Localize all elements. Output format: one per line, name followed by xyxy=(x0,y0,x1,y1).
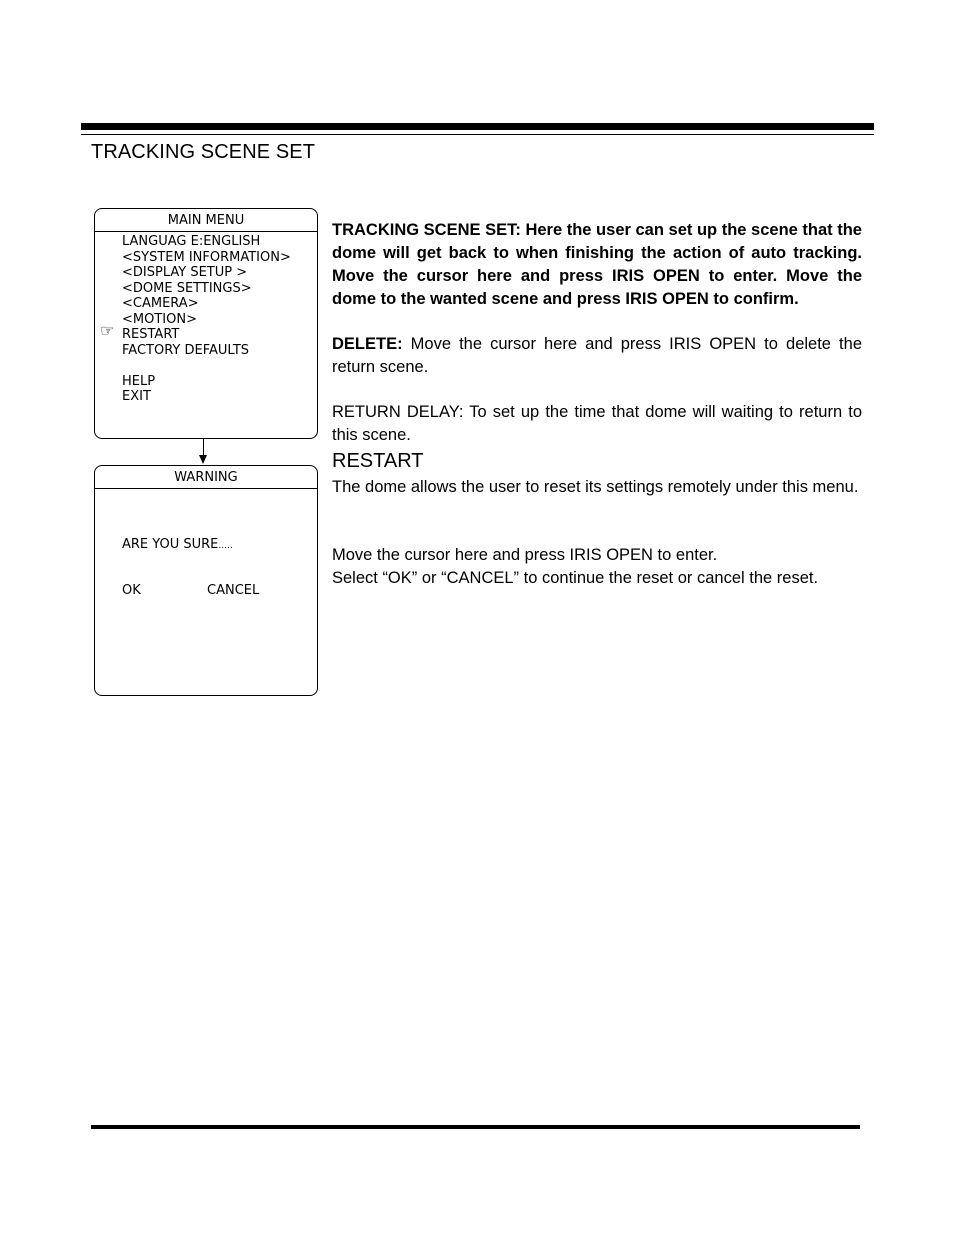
warning-ok-option: OK xyxy=(122,583,141,598)
menu-item-system-information: <SYSTEM INFORMATION> xyxy=(122,249,291,265)
tracking-scene-text: Here the user can set up the scene that the dome will get back to when finishing the action of auto tracking. Move the cursor here and press IRIS OPEN to enter. Move the dome to the wanted scene and press IRIS OPEN to confirm. xyxy=(332,221,862,308)
warning-cancel-option: CANCEL xyxy=(207,583,260,598)
delete-text: Move the cursor here and press IRIS OPEN to delete the return scene. xyxy=(332,335,862,376)
restart-description: The dome allows the user to reset its settings remotely under this menu. xyxy=(332,478,859,496)
footer-rule xyxy=(91,1125,860,1129)
menu-item-display-setup: <DISPLAY SETUP > xyxy=(122,265,248,280)
warning-screen xyxy=(94,465,318,696)
main-menu-screen xyxy=(94,208,318,439)
section-title: TRACKING SCENE SET xyxy=(91,141,316,163)
menu-item-help: HELP xyxy=(122,373,156,389)
delete-label: DELETE: xyxy=(332,335,403,353)
menu-spacer xyxy=(122,358,291,374)
warning-question-text: ARE YOU SURE xyxy=(122,537,219,552)
tracking-scene-label: TRACKING SCENE SET: xyxy=(332,221,521,239)
menu-item-motion: <MOTION> xyxy=(122,311,197,327)
main-menu-title: MAIN MENU xyxy=(95,209,317,232)
warning-question xyxy=(122,537,233,552)
tracking-scene-paragraph xyxy=(332,219,862,311)
flow-arrow-down-icon xyxy=(199,455,207,464)
menu-item-dome-settings: <DOME SETTINGS> xyxy=(122,280,252,296)
restart-step-2: Select “OK” or “CANCEL” to continue the reset or cancel the reset. xyxy=(332,569,819,587)
menu-item-restart: RESTART xyxy=(122,327,180,342)
menu-item-factory-defaults: FACTORY DEFAULTS xyxy=(122,342,250,358)
hand-pointer-icon: ☞ xyxy=(100,323,115,340)
restart-heading: RESTART xyxy=(332,450,424,472)
main-menu-list xyxy=(122,234,291,405)
menu-item-exit: EXIT xyxy=(122,389,151,404)
header-rule-thick xyxy=(81,123,874,130)
warning-question-dots: ..... xyxy=(218,541,233,551)
delete-paragraph xyxy=(332,333,862,379)
header-rule-thin xyxy=(81,134,874,135)
menu-item-camera: <CAMERA> xyxy=(122,296,199,311)
menu-item-language: LANGUAG E:ENGLISH xyxy=(122,234,261,249)
restart-step-1: Move the cursor here and press IRIS OPEN to enter. xyxy=(332,546,718,564)
return-delay-paragraph: RETURN DELAY: To set up the time that dome will waiting to return to this scene. xyxy=(332,403,862,444)
warning-title: WARNING xyxy=(95,466,317,489)
